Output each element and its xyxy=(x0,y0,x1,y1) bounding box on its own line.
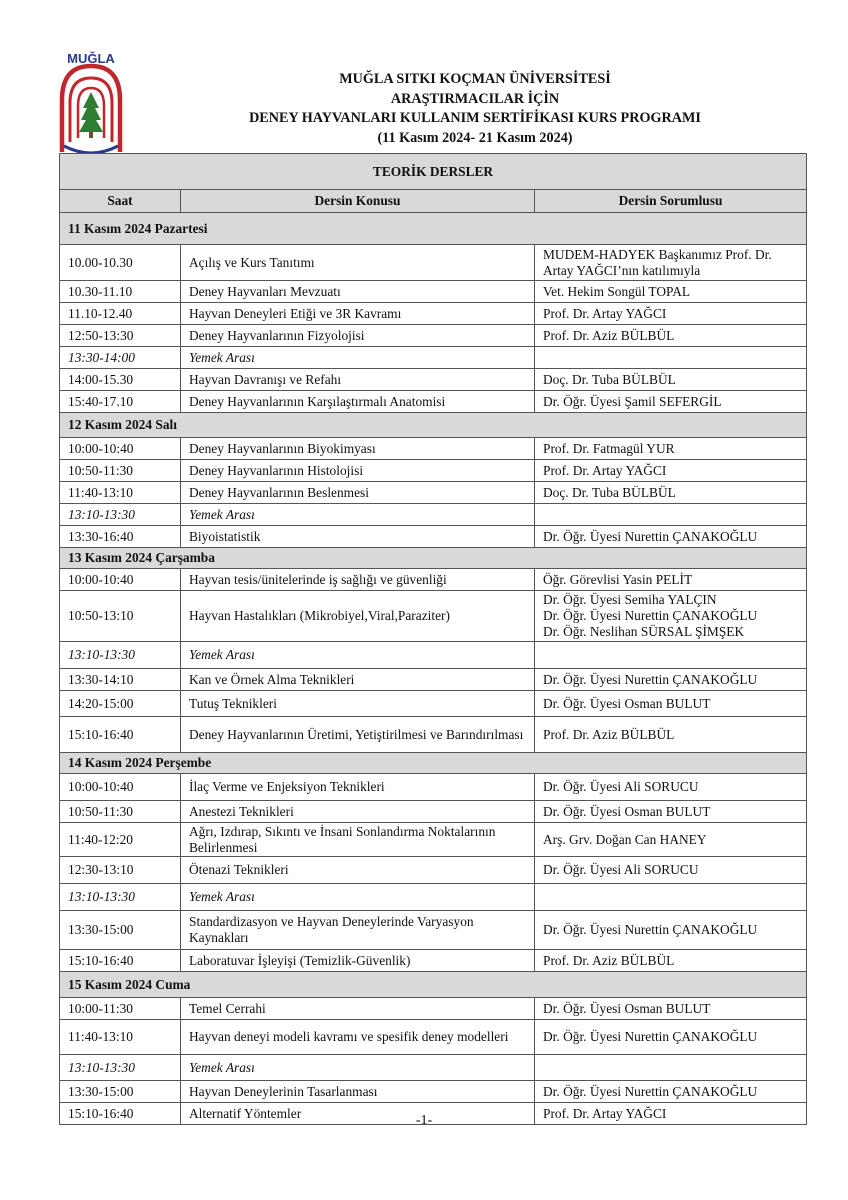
topic-cell: Biyoistatistik xyxy=(181,526,535,548)
topic-cell: Deney Hayvanlarının Biyokimyası xyxy=(181,438,535,460)
time-cell: 13:30-15:00 xyxy=(60,1081,181,1103)
time-cell: 13:30-16:40 xyxy=(60,526,181,548)
topic-cell: Ötenazi Teknikleri xyxy=(181,857,535,884)
time-cell: 15:10-16:40 xyxy=(60,1103,181,1125)
time-cell: 14:20-15:00 xyxy=(60,691,181,717)
table-row xyxy=(60,325,807,347)
table-row xyxy=(60,591,807,642)
lecturer-cell: Vet. Hekim Songül TOPAL xyxy=(535,281,807,303)
topic-cell: Hayvan Deneyleri Etiği ve 3R Kavramı xyxy=(181,303,535,325)
lecturer-cell: Dr. Öğr. Üyesi Ali SORUCU xyxy=(535,857,807,884)
lecturer-cell: Doç. Dr. Tuba BÜLBÜL xyxy=(535,482,807,504)
university-logo xyxy=(56,48,126,158)
header-audience: ARAŞTIRMACILAR İÇİN xyxy=(390,90,560,107)
topic-cell: Hayvan Davranışı ve Refahı xyxy=(181,369,535,391)
topic-cell: Yemek Arası xyxy=(181,347,535,369)
table-row xyxy=(60,303,807,325)
lecturer-cell: Prof. Dr. Artay YAĞCI xyxy=(535,1103,807,1125)
time-cell: 11:40-13:10 xyxy=(60,1020,181,1055)
time-cell: 10:00-10:40 xyxy=(60,438,181,460)
lecturer-cell xyxy=(535,347,807,369)
topic-cell: Standardizasyon ve Hayvan Deneylerinde Varyasyon Kaynakları xyxy=(181,911,535,950)
lecturer-cell: Prof. Dr. Aziz BÜLBÜL xyxy=(535,717,807,753)
topic-cell: Tutuş Teknikleri xyxy=(181,691,535,717)
time-cell: 10.00-10.30 xyxy=(60,245,181,281)
table-row xyxy=(60,669,807,691)
header-program-title: DENEY HAYVANLARI KULLANIM SERTİFİKASI KURS PROGRAMI xyxy=(249,110,701,126)
lecturer-cell: Dr. Öğr. Üyesi Semiha YALÇIN Dr. Öğr. Üyesi Nurettin ÇANAKOĞLU Dr. Öğr. Neslihan SÜRSAL ŞİMŞEK xyxy=(535,591,807,642)
topic-cell: Deney Hayvanlarının Beslenmesi xyxy=(181,482,535,504)
topic-cell: Anestezi Teknikleri xyxy=(181,801,535,823)
table-row xyxy=(60,460,807,482)
table-row xyxy=(60,391,807,413)
table-row xyxy=(60,569,807,591)
topic-cell: Laboratuvar İşleyişi (Temizlik-Güvenlik) xyxy=(181,950,535,972)
topic-cell: Deney Hayvanlarının Histolojisi xyxy=(181,460,535,482)
logo-wordmark: MUĞLA xyxy=(67,51,115,66)
time-cell: 15:10-16:40 xyxy=(60,717,181,753)
lecturer-cell: Prof. Dr. Artay YAĞCI xyxy=(535,460,807,482)
day-label: 11 Kasım 2024 Pazartesi xyxy=(60,213,807,245)
time-cell: 11:40-13:10 xyxy=(60,482,181,504)
table-row xyxy=(60,482,807,504)
table-row xyxy=(60,717,807,753)
lecturer-cell: Dr. Öğr. Üyesi Nurettin ÇANAKOĞLU xyxy=(535,1020,807,1055)
lecturer-cell: Dr. Öğr. Üyesi Nurettin ÇANAKOĞLU xyxy=(535,669,807,691)
topic-cell: Hayvan Hastalıkları (Mikrobiyel,Viral,Paraziter) xyxy=(181,591,535,642)
lecturer-cell: Doç. Dr. Tuba BÜLBÜL xyxy=(535,369,807,391)
time-cell: 11.10-12.40 xyxy=(60,303,181,325)
topic-cell: Deney Hayvanlarının Fizyolojisi xyxy=(181,325,535,347)
day-header-row xyxy=(60,548,807,569)
topic-cell: Açılış ve Kurs Tanıtımı xyxy=(181,245,535,281)
table-row xyxy=(60,1020,807,1055)
lecturer-cell: Dr. Öğr. Üyesi Nurettin ÇANAKOĞLU xyxy=(535,526,807,548)
time-cell: 10.30-11.10 xyxy=(60,281,181,303)
lecturer-cell xyxy=(535,884,807,911)
time-cell: 12:30-13:10 xyxy=(60,857,181,884)
column-header-time: Saat xyxy=(60,190,181,213)
time-cell: 12:50-13:30 xyxy=(60,325,181,347)
topic-cell: Deney Hayvanları Mevzuatı xyxy=(181,281,535,303)
day-label: 13 Kasım 2024 Çarşamba xyxy=(60,548,807,569)
lecturer-cell: Dr. Öğr. Üyesi Osman BULUT xyxy=(535,801,807,823)
topic-cell: Deney Hayvanlarının Üretimi, Yetiştirilmesi ve Barındırılması xyxy=(181,717,535,753)
time-cell: 10:00-10:40 xyxy=(60,774,181,801)
time-cell: 10:50-13:10 xyxy=(60,591,181,642)
lecturer-cell: MUDEM-HADYEK Başkanımız Prof. Dr. Artay YAĞCI’nın katılımıyla xyxy=(535,245,807,281)
column-header-lecturer: Dersin Sorumlusu xyxy=(535,190,807,213)
topic-cell: Ağrı, Izdırap, Sıkıntı ve İnsani Sonlandırma Noktalarının Belirlenmesi xyxy=(181,823,535,857)
lecturer-cell xyxy=(535,1055,807,1081)
topic-cell: Deney Hayvanlarının Karşılaştırmalı Anatomisi xyxy=(181,391,535,413)
time-cell: 11:40-12:20 xyxy=(60,823,181,857)
day-header-row xyxy=(60,753,807,774)
table-row xyxy=(60,884,807,911)
time-cell: 13:30-14:00 xyxy=(60,347,181,369)
topic-cell: İlaç Verme ve Enjeksiyon Teknikleri xyxy=(181,774,535,801)
time-cell: 13:10-13:30 xyxy=(60,1055,181,1081)
time-cell: 15:40-17.10 xyxy=(60,391,181,413)
lecturer-cell: Prof. Dr. Aziz BÜLBÜL xyxy=(535,325,807,347)
header-dates: (11 Kasım 2024- 21 Kasım 2024) xyxy=(377,129,573,146)
table-row xyxy=(60,691,807,717)
lecturer-cell xyxy=(535,642,807,669)
column-header-topic: Dersin Konusu xyxy=(181,190,535,213)
table-row xyxy=(60,857,807,884)
lecturer-cell: Dr. Öğr. Üyesi Şamil SEFERGİL xyxy=(535,391,807,413)
day-header-row xyxy=(60,413,807,438)
lecturer-cell: Dr. Öğr. Üyesi Osman BULUT xyxy=(535,691,807,717)
table-row xyxy=(60,504,807,526)
day-label: 12 Kasım 2024 Salı xyxy=(60,413,807,438)
topic-cell: Yemek Arası xyxy=(181,642,535,669)
time-cell: 13:10-13:30 xyxy=(60,884,181,911)
day-label: 15 Kasım 2024 Cuma xyxy=(60,972,807,998)
time-cell: 10:50-11:30 xyxy=(60,460,181,482)
course-schedule-table xyxy=(59,153,807,1125)
table-row xyxy=(60,911,807,950)
topic-cell: Temel Cerrahi xyxy=(181,998,535,1020)
topic-cell: Hayvan deneyi modeli kavramı ve spesifik deney modelleri xyxy=(181,1020,535,1055)
table-row xyxy=(60,823,807,857)
table-header-row xyxy=(60,190,807,213)
header-university: MUĞLA SITKI KOÇMAN ÜNİVERSİTESİ xyxy=(339,71,611,87)
lecturer-cell: Prof. Dr. Fatmagül YUR xyxy=(535,438,807,460)
time-cell: 13:30-14:10 xyxy=(60,669,181,691)
table-row xyxy=(60,281,807,303)
table-row xyxy=(60,642,807,669)
time-cell: 13:30-15:00 xyxy=(60,911,181,950)
time-cell: 14:00-15.30 xyxy=(60,369,181,391)
time-cell: 15:10-16:40 xyxy=(60,950,181,972)
topic-cell: Yemek Arası xyxy=(181,504,535,526)
lecturer-cell xyxy=(535,504,807,526)
table-row xyxy=(60,998,807,1020)
lecturer-cell: Dr. Öğr. Üyesi Osman BULUT xyxy=(535,998,807,1020)
table-row xyxy=(60,950,807,972)
table-title-row xyxy=(60,154,807,190)
lecturer-cell: Öğr. Görevlisi Yasin PELİT xyxy=(535,569,807,591)
table-row xyxy=(60,801,807,823)
day-header-row xyxy=(60,972,807,998)
time-cell: 13:10-13:30 xyxy=(60,504,181,526)
page-number: -1- xyxy=(415,1113,433,1128)
table-row xyxy=(60,1081,807,1103)
lecturer-cell: Prof. Dr. Artay YAĞCI xyxy=(535,303,807,325)
topic-cell: Kan ve Örnek Alma Teknikleri xyxy=(181,669,535,691)
lecturer-cell: Dr. Öğr. Üyesi Nurettin ÇANAKOĞLU xyxy=(535,1081,807,1103)
lecturer-cell: Arş. Grv. Doğan Can HANEY xyxy=(535,823,807,857)
table-row xyxy=(60,369,807,391)
table-row xyxy=(60,1055,807,1081)
time-cell: 10:50-11:30 xyxy=(60,801,181,823)
table-title: TEORİK DERSLER xyxy=(60,154,807,190)
lecturer-cell: Dr. Öğr. Üyesi Ali SORUCU xyxy=(535,774,807,801)
document-header xyxy=(200,70,750,148)
table-row xyxy=(60,347,807,369)
table-row xyxy=(60,526,807,548)
table-row xyxy=(60,774,807,801)
time-cell: 13:10-13:30 xyxy=(60,642,181,669)
lecturer-cell: Prof. Dr. Aziz BÜLBÜL xyxy=(535,950,807,972)
time-cell: 10:00-10:40 xyxy=(60,569,181,591)
topic-cell: Hayvan tesis/ünitelerinde iş sağlığı ve güvenliği xyxy=(181,569,535,591)
topic-cell: Yemek Arası xyxy=(181,884,535,911)
topic-cell: Hayvan Deneylerinin Tasarlanması xyxy=(181,1081,535,1103)
table-row xyxy=(60,245,807,281)
table-row xyxy=(60,438,807,460)
day-label: 14 Kasım 2024 Perşembe xyxy=(60,753,807,774)
lecturer-cell: Dr. Öğr. Üyesi Nurettin ÇANAKOĞLU xyxy=(535,911,807,950)
topic-cell: Yemek Arası xyxy=(181,1055,535,1081)
time-cell: 10:00-11:30 xyxy=(60,998,181,1020)
day-header-row xyxy=(60,213,807,245)
topic-cell: Alternatif Yöntemler xyxy=(181,1103,535,1125)
